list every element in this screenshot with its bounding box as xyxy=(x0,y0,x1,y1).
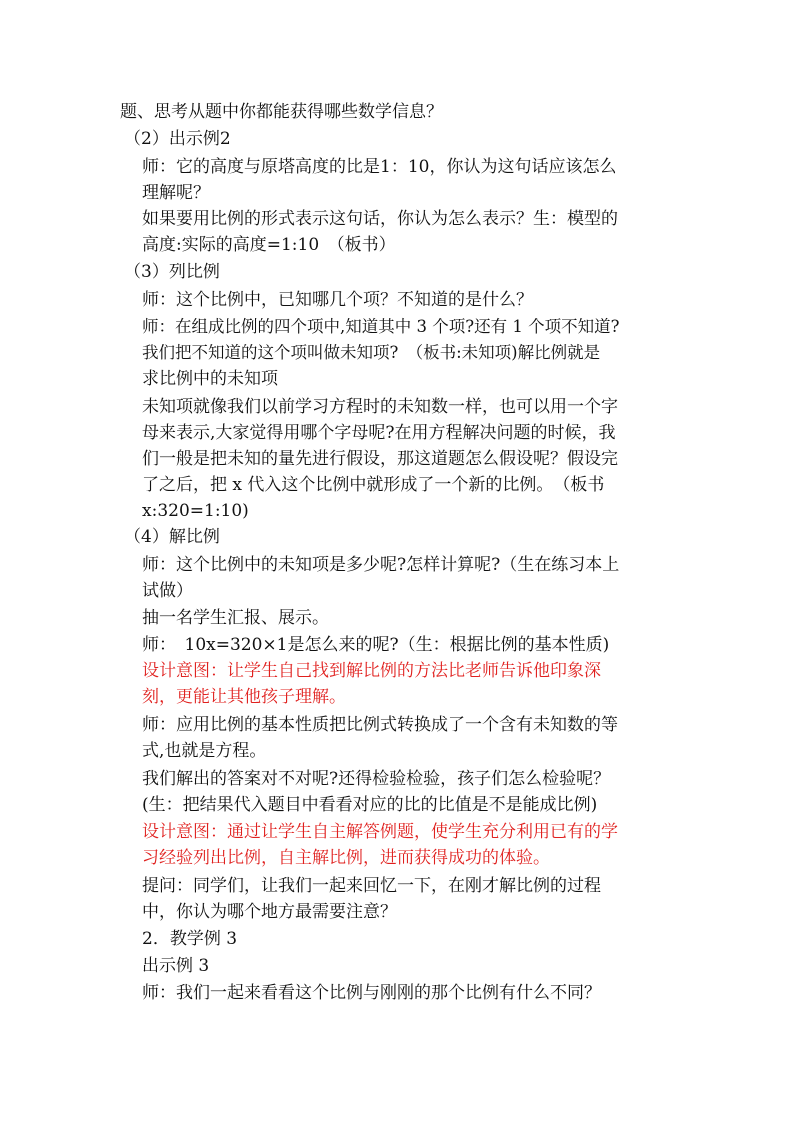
section-heading: 2．教学例 3 xyxy=(142,929,238,949)
section-heading: （3）列比例 xyxy=(124,262,220,282)
design-intent-note: 设计意图：让学生自己找到解比例的方法比老师告诉他印象深 xyxy=(142,661,601,681)
text-line: 抽一名学生汇报、展示。 xyxy=(142,608,329,628)
text-line: 试做） xyxy=(142,581,193,601)
text-line: 师：这个比例中的未知项是多少呢?怎样计算呢?（生在练习本上 xyxy=(142,555,620,575)
text-line: 求比例中的未知项 xyxy=(142,369,278,389)
text-line: 高度:实际的高度=1:10 （板书） xyxy=(142,235,396,255)
text-line: 如果要用比例的形式表示这句话，你认为怎么表示？生：模型的 xyxy=(142,209,618,229)
design-intent-note: 习经验列出比例，自主解比例，进而获得成功的体验。 xyxy=(142,848,550,868)
text-line: 师：应用比例的基本性质把比例式转换成了一个含有未知数的等 xyxy=(142,715,618,735)
text-line: 母来表示,大家觉得用哪个字母呢?在用方程解决问题的时候，我 xyxy=(142,423,616,443)
design-intent-note: 设计意图：通过让学生自主解答例题，使学生充分利用已有的学 xyxy=(142,822,618,842)
design-intent-note: 刻，更能让其他孩子理解。 xyxy=(142,687,346,707)
section-heading: （2）出示例2 xyxy=(124,129,231,149)
text-line: 们一般是把未知的量先进行假设，那这道题怎么假设呢？假设完 xyxy=(142,449,618,469)
text-line: (生：把结果代入题目中看看对应的比的比值是不是能成比例) xyxy=(142,795,598,815)
text-line: x:320=1:10) xyxy=(142,501,249,521)
text-line: 师：它的高度与原塔高度的比是1：10，你认为这句话应该怎么 xyxy=(142,157,617,177)
text-line: 我们解出的答案对不对呢?还得检验检验，孩子们怎么检验呢？ xyxy=(142,769,611,789)
text-line: 师： 10x=320×1是怎么来的呢?（生：根据比例的基本性质) xyxy=(142,635,610,655)
text-line: 师：这个比例中，已知哪几个项？不知道的是什么？ xyxy=(142,290,533,310)
text-line: 题、思考从题中你都能获得哪些数学信息？ xyxy=(120,102,443,122)
text-line: 师：我们一起来看看这个比例与刚刚的那个比例有什么不同？ xyxy=(142,983,601,1003)
text-line: 式,也就是方程。 xyxy=(142,741,267,761)
text-line: 我们把不知道的这个项叫做未知项? （板书:未知项)解比例就是 xyxy=(142,343,601,362)
text-line: 师：在组成比例的四个项中,知道其中 3 个项?还有 1 个项不知道? xyxy=(142,317,620,336)
section-heading: （4）解比例 xyxy=(124,527,220,547)
text-line: 理解呢？ xyxy=(142,183,210,203)
text-line: 未知项就像我们以前学习方程时的未知数一样，也可以用一个字 xyxy=(142,397,618,417)
text-line: 出示例 3 xyxy=(142,956,210,976)
text-line: 了之后，把 x 代入这个比例中就形成了一个新的比例。 （板书 xyxy=(142,475,605,495)
text-line: 中，你认为哪个地方最需要注意？ xyxy=(142,902,397,922)
text-line: 提问：同学们，让我们一起来回忆一下，在刚才解比例的过程 xyxy=(142,876,601,896)
